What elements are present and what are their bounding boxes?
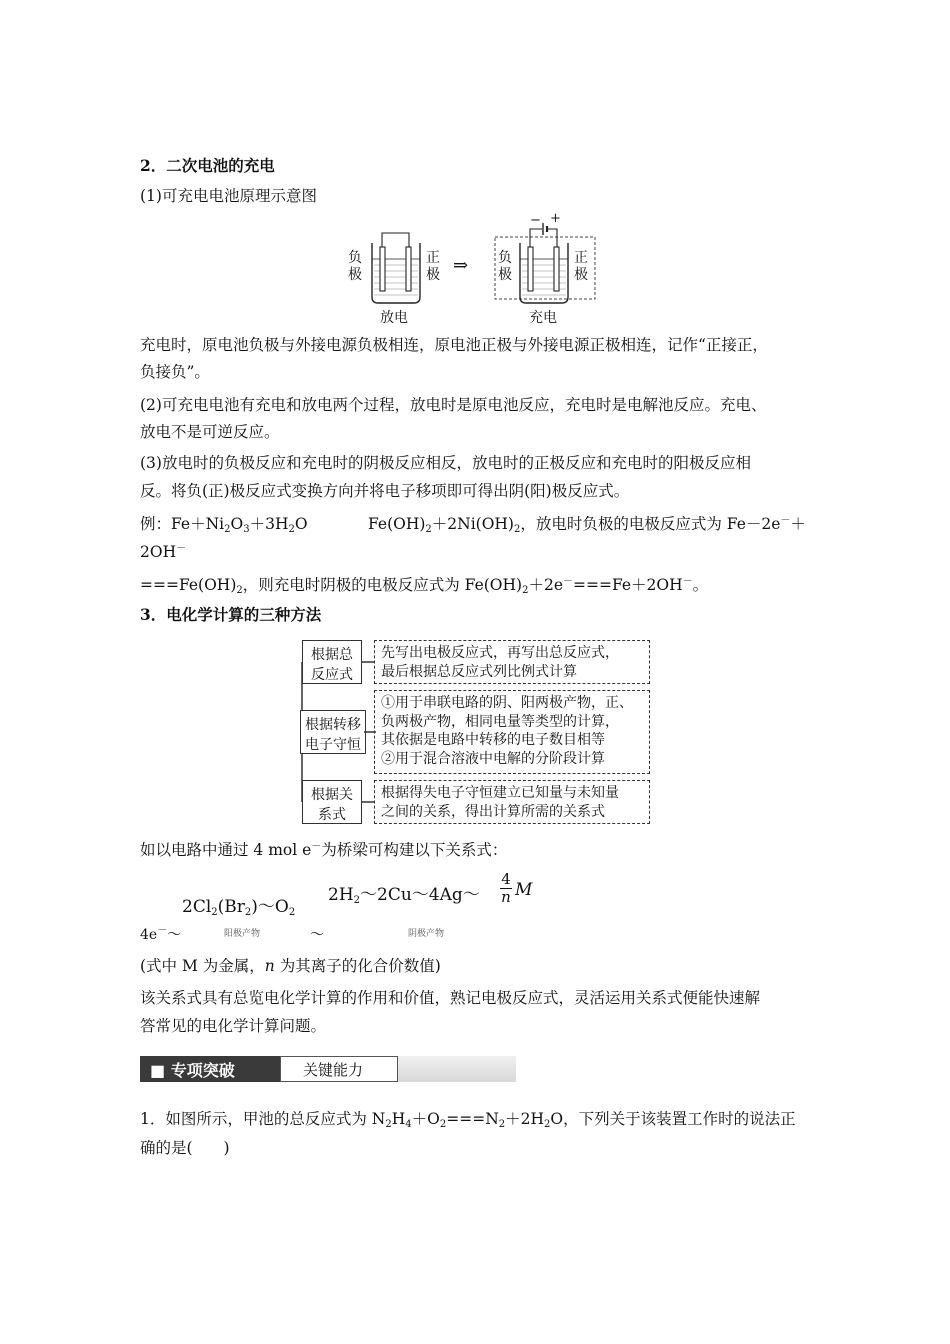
summary-line2: 答常见的电化学计算问题。 — [140, 1017, 327, 1035]
para2-line1: (2)可充电电池有充电和放电两个过程，放电时是原电池反应，充电时是电解池反应。充电、 — [140, 396, 767, 414]
section-heading-2: 2．二次电池的充电 — [140, 156, 275, 175]
cathode-equation-line: $===Fe(OH)_2$，则充电时阴极的电极反应式为 $Fe(OH)_2+2e^-===Fe+2OH^-$。 — [140, 576, 709, 596]
transform-arrow: ⇒ — [453, 255, 469, 276]
banner-tab — [280, 1056, 398, 1082]
para1-line2: 负接负”。 — [140, 363, 210, 381]
cathode-formula: $2H_2\sim 2Cu\sim 4Ag\sim$ — [328, 885, 480, 906]
discharge-caption: 放电 — [380, 310, 408, 326]
section-heading-3: 3．电化学计算的三种方法 — [140, 605, 322, 624]
minus-sign: − — [530, 213, 541, 228]
relation-note: (式中 M 为金属，n 为其离子的化合价数值) — [140, 957, 441, 975]
method-box-relation: 根据关 系式 — [302, 780, 362, 824]
para3-line2: 反。将负(正)极反应式变换方向并将电子移项即可得出阴(阳)极反应式。 — [140, 482, 630, 500]
battery-diagram-svg — [340, 215, 600, 330]
relation-tilde-2: ～ — [310, 927, 324, 943]
summary-line1: 该关系式具有总览电化学计算的作用和价值，熟记电极反应式，灵活运用关系式便能快速解 — [140, 989, 761, 1007]
banner-dark-block — [140, 1056, 280, 1082]
charge-caption: 充电 — [529, 310, 557, 326]
section-banner — [140, 1048, 516, 1088]
methods-diagram — [300, 638, 652, 824]
subheading-diagram: (1)可充电电池原理示意图 — [140, 187, 317, 205]
relation-prefix: 4e－～ — [140, 925, 182, 943]
question1-line1: 1．如图所示，甲池的总反应式为 $N_2H_4+O_2===N_2+2H_2O$，下列关于该装置工作时的说法正 — [140, 1110, 796, 1130]
method-desc-electron: ①用于串联电路的阴、阳两极产物，正、 负两极产物，相同电量等类型的计算， 其依据是电路中转移的电子数目相等 ②用于混合溶液中电解的分阶段计算 — [374, 690, 650, 774]
metal-symbol: M — [515, 880, 533, 900]
arrow-2 — [364, 727, 378, 737]
relation-formula — [140, 870, 560, 943]
discharge-cell — [372, 233, 420, 303]
question1-line2: 确的是( ) — [140, 1139, 230, 1157]
neg-label-right-2: 极 — [498, 267, 512, 283]
para2-line2: 放电不是可逆反应。 — [140, 423, 280, 441]
neg-label-right: 负 — [498, 250, 512, 266]
para1-line1: 充电时，原电池负极与外接电源负极相连，原电池正极与外接电源正极相连，记作“正接正， — [140, 336, 768, 354]
anode-formula: $2Cl_2(Br_2)\sim O_2$ — [182, 897, 296, 918]
example-2oh: 2OH－ — [140, 543, 187, 561]
neg-label-left: 负 — [348, 250, 362, 266]
plus-sign: + — [550, 211, 561, 226]
arrow-3 — [362, 797, 376, 807]
battery-diagram — [340, 211, 600, 330]
neg-label-left-2: 极 — [348, 267, 362, 283]
relation-intro: 如以电路中通过 4 mol e－为桥梁可构建以下关系式： — [140, 841, 508, 859]
method-desc-relation: 根据得失电子守恒建立已知量与未知量 之间的关系，得出计算所需的关系式 — [374, 780, 650, 824]
pos-label-right: 正 — [574, 250, 588, 266]
anode-label: 阳极产物 — [224, 929, 261, 939]
para3-line1: (3)放电时的负极反应和充电时的阴极反应相反，放电时的正极反应和充电时的阳极反应相 — [140, 454, 751, 472]
pos-label-left: 正 — [426, 250, 440, 266]
method-desc-total: 先写出电极反应式，再写出总反应式， 最后根据总反应式列比例式计算 — [374, 640, 650, 684]
example-products: $Fe(OH)_2+2Ni(OH)_2$，放电时负极的电极反应式为 Fe－2e－＋ — [368, 515, 806, 535]
pos-label-left-2: 极 — [426, 267, 440, 283]
example-equation: 例：$Fe+Ni_2O_3+3H_2O$ — [140, 515, 308, 535]
arrow-1 — [362, 657, 376, 667]
fraction: 4 n — [501, 870, 511, 906]
banner-subtitle: 关键能力 — [303, 1061, 364, 1079]
pos-label-right-2: 极 — [574, 267, 588, 283]
banner-title: ■ 专项突破 — [150, 1061, 235, 1080]
method-box-total: 根据总 反应式 — [302, 640, 362, 684]
method-box-electron: 根据转移 电子守恒 — [300, 710, 366, 754]
cathode-label: 阴极产物 — [408, 929, 445, 939]
